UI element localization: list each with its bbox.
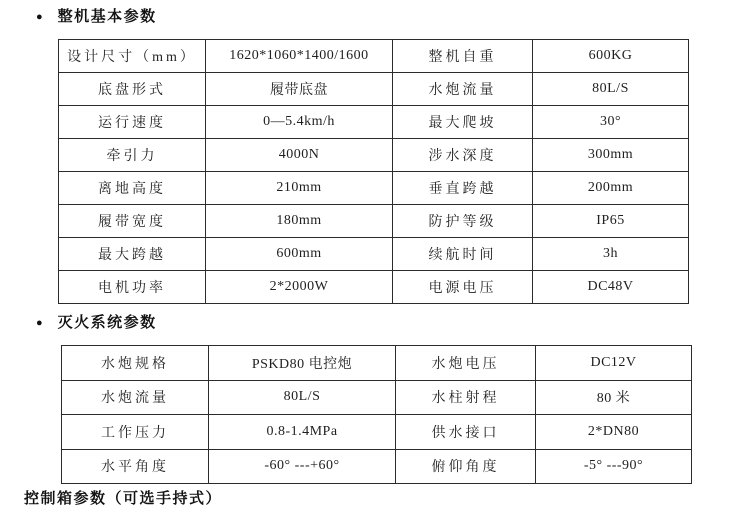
param-value-cell: PSKD80 电控炮 — [209, 346, 396, 381]
param-label-cell: 水炮电压 — [396, 346, 536, 381]
param-label-cell: 垂直跨越 — [393, 172, 533, 205]
param-label-cell: 水柱射程 — [396, 380, 536, 415]
table-row — [62, 380, 692, 415]
section-heading-control-box — [24, 487, 222, 508]
param-value-cell: 3h — [533, 238, 689, 271]
table-row — [62, 449, 692, 484]
param-value-cell: DC12V — [536, 346, 692, 381]
param-label-cell: 电源电压 — [393, 271, 533, 304]
table-row — [59, 271, 689, 304]
param-value-cell: 80L/S — [209, 380, 396, 415]
table-row — [59, 40, 689, 73]
param-value-cell: 0.8-1.4MPa — [209, 415, 396, 450]
param-label-cell: 离地高度 — [59, 172, 206, 205]
param-label-cell: 续航时间 — [393, 238, 533, 271]
machine-parameters-table — [58, 39, 689, 304]
table-row — [59, 172, 689, 205]
param-label-cell: 水炮规格 — [62, 346, 209, 381]
param-label-cell: 水炮流量 — [393, 73, 533, 106]
param-value-cell: 4000N — [206, 139, 393, 172]
section-title-machine: 整机基本参数 — [57, 9, 157, 25]
param-label-cell: 防护等级 — [393, 205, 533, 238]
param-label-cell: 水炮流量 — [62, 380, 209, 415]
param-label-cell: 最大跨越 — [59, 238, 206, 271]
param-value-cell: 180mm — [206, 205, 393, 238]
table-row — [59, 238, 689, 271]
param-value-cell: 2*DN80 — [536, 415, 692, 450]
param-label-cell: 供水接口 — [396, 415, 536, 450]
param-value-cell: 600mm — [206, 238, 393, 271]
table-row — [62, 346, 692, 381]
param-label-cell: 运行速度 — [59, 106, 206, 139]
param-label-cell: 俯仰角度 — [396, 449, 536, 484]
param-label-cell: 电机功率 — [59, 271, 206, 304]
param-label-cell: 工作压力 — [62, 415, 209, 450]
param-label-cell: 最大爬坡 — [393, 106, 533, 139]
table-row — [59, 73, 689, 106]
param-value-cell: 0—5.4km/h — [206, 106, 393, 139]
param-label-cell: 底盘形式 — [59, 73, 206, 106]
param-value-cell: -5° ---90° — [536, 449, 692, 484]
table-row — [59, 205, 689, 238]
param-value-cell: 2*2000W — [206, 271, 393, 304]
table-row — [59, 139, 689, 172]
param-label-cell: 水平角度 — [62, 449, 209, 484]
param-label-cell: 设计尺寸（mm） — [59, 40, 206, 73]
param-label-cell: 牵引力 — [59, 139, 206, 172]
param-value-cell: 80 米 — [536, 380, 692, 415]
param-value-cell: 1620*1060*1400/1600 — [206, 40, 393, 73]
param-value-cell: 210mm — [206, 172, 393, 205]
section-title-fire-system: 灭火系统参数 — [57, 315, 157, 331]
param-value-cell: 300mm — [533, 139, 689, 172]
param-label-cell: 履带宽度 — [59, 205, 206, 238]
param-value-cell: -60° ---+60° — [209, 449, 396, 484]
param-label-cell: 整机自重 — [393, 40, 533, 73]
param-value-cell: 履带底盘 — [206, 73, 393, 106]
section-heading-machine — [36, 5, 157, 26]
param-label-cell: 涉水深度 — [393, 139, 533, 172]
table-row — [62, 415, 692, 450]
table-row — [59, 106, 689, 139]
param-value-cell: 30° — [533, 106, 689, 139]
param-value-cell: 200mm — [533, 172, 689, 205]
param-value-cell: 600KG — [533, 40, 689, 73]
param-value-cell: DC48V — [533, 271, 689, 304]
bullet-icon: ● — [36, 316, 43, 329]
section-title-control-box: 控制箱参数（可选手持式） — [24, 491, 223, 507]
param-value-cell: 80L/S — [533, 73, 689, 106]
fire-system-parameters-table — [61, 345, 692, 484]
bullet-icon: ● — [36, 10, 43, 23]
section-heading-fire-system — [36, 311, 157, 332]
param-value-cell: IP65 — [533, 205, 689, 238]
